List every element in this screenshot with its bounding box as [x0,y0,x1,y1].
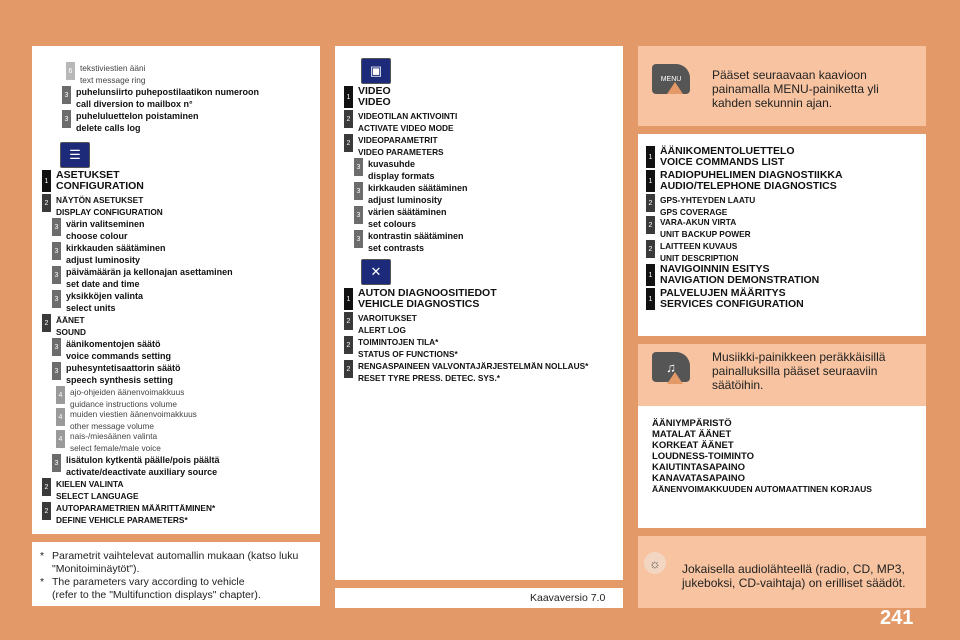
entry-text: DEFINE VEHICLE PARAMETERS* [56,515,188,525]
info-line: painamalla MENU-painiketta yli [712,82,879,96]
entry-text: UNIT DESCRIPTION [660,253,739,263]
video-icon: ▣ [361,58,391,84]
music-note-icon: ♫ [652,352,690,382]
menu-entry [646,194,755,218]
entry-text: SERVICES CONFIGURATION [660,298,804,310]
entry-text: VIDEOPARAMETRIT [358,135,438,145]
info-line: kahden sekunnin ajan. [712,96,833,110]
menu-entry [62,86,259,110]
level-badge: 1 [42,170,51,192]
entry-text: VOICE COMMANDS LIST [660,156,785,168]
level-badge: 2 [344,312,353,330]
menu-entry [52,290,143,314]
level-badge: 2 [42,502,51,520]
entry-text: PALVELUJEN MÄÄRITYS [660,287,786,299]
entry-text: VIDEO [358,96,391,108]
entry-text: activate/deactivate auxiliary source [66,467,218,477]
entry-text: LAITTEEN KUVAUS [660,241,738,251]
entry-text: set colours [368,219,417,229]
level-badge: 1 [344,288,353,310]
entry-text: kirkkauden säätäminen [66,243,166,253]
audio-setting-item: KANAVATASAPAINO [652,473,746,484]
menu-info-text [712,68,879,110]
entry-text: värin valitseminen [66,219,145,229]
level-badge: 2 [344,336,353,354]
entry-text: set date and time [66,279,140,289]
menu-entry [344,110,457,134]
entry-text: TOIMINTOJEN TILA* [358,337,439,347]
level-badge: 4 [56,408,65,426]
menu-entry [56,408,197,432]
menu-entry [56,386,184,410]
entry-text: voice commands setting [66,351,172,361]
level-badge: 2 [344,360,353,378]
footnote-text [40,550,298,602]
level-badge: 2 [42,314,51,332]
entry-text: GPS COVERAGE [660,207,728,217]
level-badge: 3 [52,290,61,308]
version-label: Kaavaversio 7.0 [530,592,606,604]
entry-text: NAVIGATION DEMONSTRATION [660,274,820,286]
entry-text: DISPLAY CONFIGURATION [56,207,163,217]
entry-text: puheluluettelon poistaminen [76,111,199,121]
entry-text: yksikköjen valinta [66,291,144,301]
level-badge: 4 [56,430,65,448]
menu-entry [354,230,464,254]
entry-text: speech synthesis setting [66,375,174,385]
level-badge: 2 [646,216,655,234]
entry-text: AUTOPARAMETRIEN MÄÄRITTÄMINEN* [56,503,216,513]
menu-entry [344,312,417,336]
audio-setting-item: ÄÄNIYMPÄRISTÖ [652,418,732,429]
info-line: Pääset seuraavaan kaavioon [712,68,867,82]
wrench-icon: ✕ [361,259,391,285]
entry-text: ALERT LOG [358,325,406,335]
menu-entry [42,314,86,338]
entry-text: RADIOPUHELIMEN DIAGNOSTIIKKA [660,169,843,181]
menu-entry [62,110,199,134]
entry-text: VIDEO [358,85,391,97]
menu-entry [646,240,738,264]
entry-text: choose colour [66,231,128,241]
level-badge: 3 [62,86,71,104]
level-badge: 6 [66,62,75,80]
level-badge: 4 [56,386,65,404]
menu-entry [42,478,139,502]
entry-text: NÄYTÖN ASETUKSET [56,195,144,205]
entry-text: adjust luminosity [66,255,141,265]
menu-entry [52,242,166,266]
entry-text: CONFIGURATION [56,180,144,192]
entry-text: VEHICLE DIAGNOSTICS [358,298,480,310]
note-text [682,562,905,590]
entry-text: ASETUKSET [56,169,120,181]
level-badge: 3 [52,242,61,260]
entry-text: AUDIO/TELEPHONE DIAGNOSTICS [660,180,837,192]
level-badge: 1 [344,86,353,108]
audio-setting-item: MATALAT ÄÄNET [652,429,732,440]
menu-entry [52,338,171,362]
menu-entry [354,182,468,206]
entry-text: muiden viestien äänenvoimakkuus [70,409,197,419]
settings-icon: ☰ [60,142,90,168]
entry-text: lisätulon kytkentä päälle/pois päältä [66,455,220,465]
sun-icon: ☼ [644,552,666,574]
entry-text: adjust luminosity [368,195,443,205]
menu-button-label: MENU [660,75,682,83]
menu-entry [52,362,181,386]
entry-text: puhelunsiirto puhepostilaatikon numeroon [76,87,260,97]
entry-text: select units [66,303,116,313]
menu-entry [52,454,220,478]
level-badge: 3 [52,338,61,356]
entry-text: kuvasuhde [368,159,416,169]
entry-text: UNIT BACKUP POWER [660,229,751,239]
menu-entry [646,146,795,168]
menu-entry [56,430,161,454]
page-number: 241 [880,607,914,629]
entry-text: SELECT LANGUAGE [56,491,139,501]
note-line: Jokaisella audiolähteellä (radio, CD, MP3, [682,562,905,576]
menu-entry [354,158,435,182]
menu-entry [646,170,843,192]
level-badge: 3 [62,110,71,128]
entry-text: puhesyntetisaattorin säätö [66,363,181,373]
menu-entry [344,134,444,158]
audio-setting-item: KORKEAT ÄÄNET [652,440,734,451]
info-line: Musiikki-painikkeen peräkkäisillä [712,350,886,364]
entry-text: text message ring [80,75,146,85]
menu-entry [344,336,458,360]
level-badge: 2 [646,240,655,258]
menu-entry [354,206,447,230]
audio-settings-list [652,418,872,495]
menu-entry [344,360,588,384]
level-badge: 3 [52,454,61,472]
entry-text: STATUS OF FUNCTIONS* [358,349,458,359]
entry-text: ACTIVATE VIDEO MODE [358,123,454,133]
entry-text: ÄÄNIKOMENTOLUETTELO [660,145,795,157]
audio-setting-item: ÄÄNENVOIMAKKUUDEN AUTOMAATTINEN KORJAUS [652,484,872,494]
entry-text: set contrasts [368,243,425,253]
menu-entry [42,170,144,192]
audio-setting-item: LOUDNESS-TOIMINTO [652,451,755,462]
entry-text: RENGASPAINEEN VALVONTAJÄRJESTELMÄN NOLLAUS* [358,361,589,371]
entry-text: kontrastin säätäminen [368,231,464,241]
entry-text: KIELEN VALINTA [56,479,124,489]
level-badge: 3 [52,362,61,380]
menu-entry [344,288,497,310]
info-line: painalluksilla pääset seuraaviin [712,364,878,378]
menu-entry [52,266,233,290]
entry-text: VIDEO PARAMETERS [358,147,444,157]
level-badge: 3 [354,158,363,176]
level-badge: 2 [344,110,353,128]
music-info-text [712,350,885,392]
entry-text: äänikomentojen säätö [66,339,161,349]
footnote-line: "Monitoiminäytöt"). [52,563,140,575]
arrow-up-icon [667,82,683,94]
entry-text: NAVIGOINNIN ESITYS [660,263,770,275]
menu-entry [42,502,215,526]
level-badge: 3 [354,182,363,200]
level-badge: 2 [42,478,51,496]
entry-text: guidance instructions volume [70,399,177,409]
arrow-up-icon [667,372,683,384]
level-badge: 1 [646,288,655,310]
footnote-star: * [40,550,45,562]
footnote-line: Parametrit vaihtelevat automallin mukaan (katso luku [52,550,299,562]
entry-text: päivämäärän ja kellonajan asettaminen [66,267,233,277]
entry-text: select female/male voice [70,443,161,453]
entry-text: kirkkauden säätäminen [368,183,468,193]
entry-text: call diversion to mailbox n° [76,99,193,109]
entry-text: ÄÄNET [56,315,85,325]
level-badge: 1 [646,170,655,192]
entry-text: tekstiviestien ääni [80,63,146,73]
level-badge: 1 [646,146,655,168]
entry-text: RESET TYRE PRESS. DETEC. SYS.* [358,373,501,383]
entry-text: GPS-YHTEYDEN LAATU [660,195,756,205]
entry-text: SOUND [56,327,86,337]
entry-text: ajo-ohjeiden äänenvoimakkuus [70,387,185,397]
level-badge: 1 [646,264,655,286]
entry-text: värien säätäminen [368,207,447,217]
level-badge: 3 [52,266,61,284]
entry-text: VAROITUKSET [358,313,417,323]
entry-text: VARA-AKUN VIRTA [660,217,737,227]
menu-entry [646,264,819,286]
footnote-line: The parameters vary according to vehicle [52,576,245,588]
entry-text: AUTON DIAGNOOSITIEDOT [358,287,497,299]
entry-text: nais-/miesäänen valinta [70,431,158,441]
menu-entry [646,216,751,240]
level-badge: 3 [354,206,363,224]
audio-setting-item: KAIUTINTASAPAINO [652,462,746,473]
entry-text: delete calls log [76,123,141,133]
menu-entry [42,194,163,218]
menu-entry [66,62,146,86]
menu-entry [646,288,804,310]
entry-text: display formats [368,171,435,181]
note-line: jukeboksi, CD-vaihtaja) on erilliset säädöt. [682,576,906,590]
footnote-line: (refer to the "Multifunction displays" chapter). [52,589,261,601]
level-badge: 2 [42,194,51,212]
menu-entry [344,86,391,108]
level-badge: 2 [646,194,655,212]
entry-text: other message volume [70,421,154,431]
entry-text: VIDEOTILAN AKTIVOINTI [358,111,458,121]
level-badge: 2 [344,134,353,152]
info-line: säätöihin. [712,378,764,392]
level-badge: 3 [52,218,61,236]
menu-entry [52,218,145,242]
footnote-star: * [40,576,45,588]
level-badge: 3 [354,230,363,248]
